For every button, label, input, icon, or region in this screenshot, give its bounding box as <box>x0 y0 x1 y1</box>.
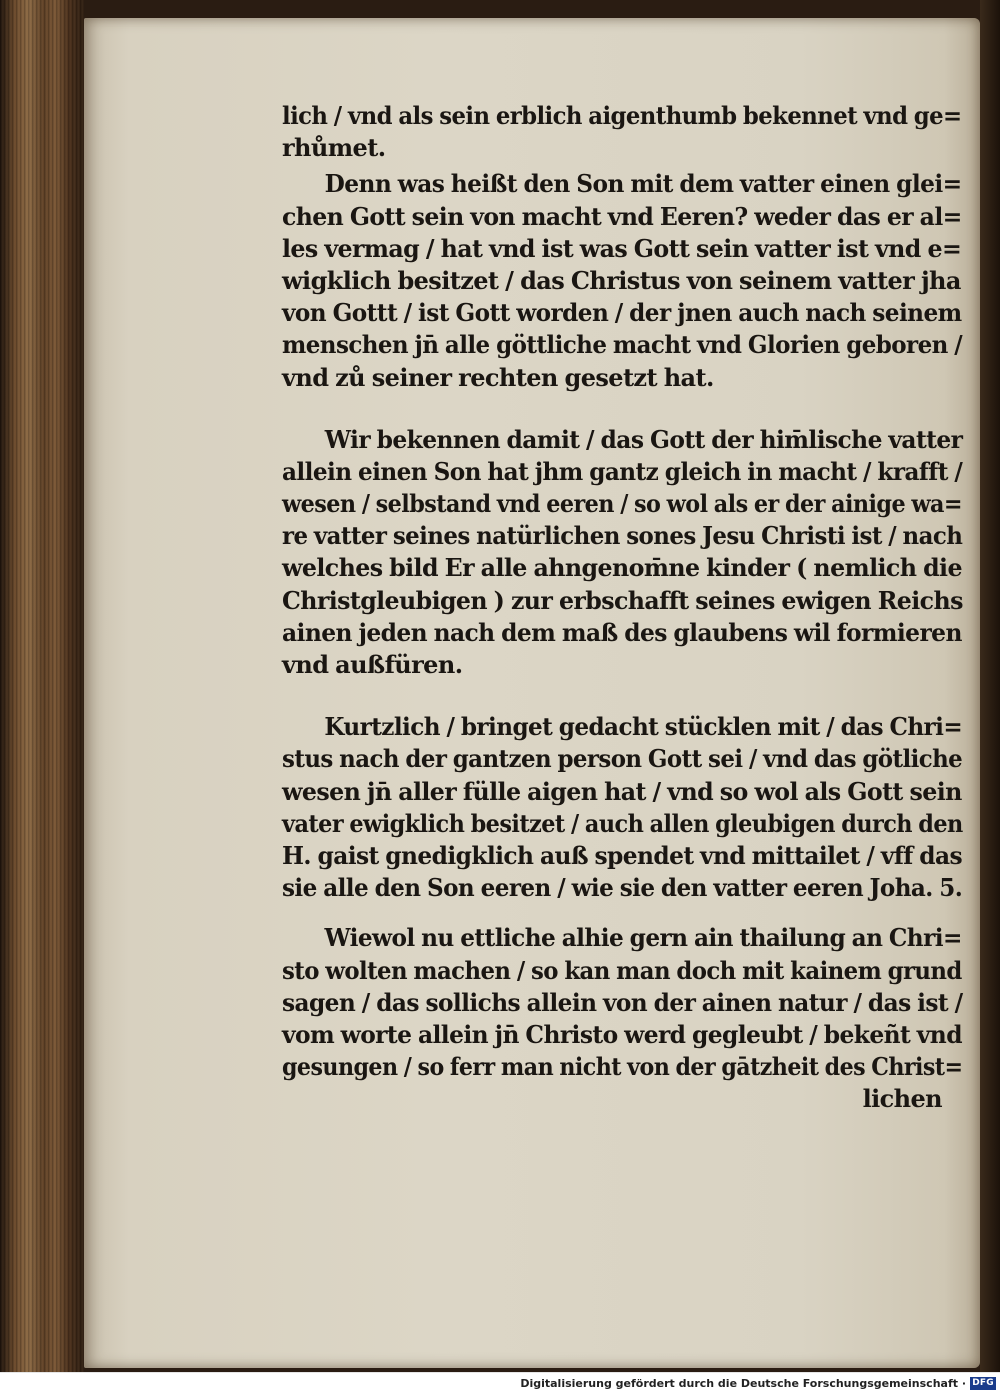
text-line: chen Gott sein von macht vnd Eeren? weder das er al= <box>282 201 962 231</box>
text-line: vnd außfüren. <box>282 650 463 679</box>
text-line: Wir bekennen damit / das Gott der him̄lische vatter <box>324 424 963 454</box>
text-line: vater ewigklich besitzet / auch allen gleubigen durch den <box>282 808 963 838</box>
text-line: Christgleubigen ) zur erbschafft seines ewigen Reichs <box>282 585 963 615</box>
text-line: ainen jeden nach dem maß des glaubens wil formieren <box>282 617 962 647</box>
paragraph-4 <box>282 711 962 904</box>
paragraph-gap <box>282 681 962 711</box>
footer-bar <box>0 1372 1000 1393</box>
text-line: sto wolten machen / so kan man doch mit kainem grund <box>282 955 962 985</box>
text-line: Wiewol nu ettliche alhie gern ain thailung an Chri= <box>324 923 962 953</box>
text-line: sie alle den Son eeren / wie sie den vatter eeren Joha. 5. <box>282 873 963 903</box>
paragraph-5 <box>282 922 962 1115</box>
paragraph-1 <box>282 100 962 164</box>
text-line: sagen / das sollichs allein von der ainen natur / das ist / <box>282 987 963 1017</box>
paragraph-gap <box>282 394 962 424</box>
text-line: wesen / selbstand vnd eeren / so wol als er der ainige wa= <box>282 489 963 519</box>
text-line: re vatter seines natürlichen sones Jesu Christi ist / nach <box>282 521 963 551</box>
dfg-logo: DFG <box>970 1377 996 1390</box>
text-line: vom worte allein jn̄ Christo werd gegleubt / bekeñt vnd <box>282 1019 962 1049</box>
paragraph-2 <box>282 168 962 393</box>
text-line: von Gottt / ist Gott worden / der jnen auch nach seinem <box>282 298 962 328</box>
text-line: gesungen / so ferr man nicht von der gātzheit des Christ= <box>282 1052 963 1082</box>
paragraph-gap <box>282 904 962 922</box>
text-line: menschen jn̄ alle göttliche macht vnd Glorien geboren / <box>282 330 963 360</box>
text-line: Denn was heißt den Son mit dem vatter einen glei= <box>324 169 962 199</box>
page-right-border <box>980 0 1000 1372</box>
text-line: H. gaist gnedigklich auß spendet vnd mittailet / vff das <box>282 840 963 870</box>
text-line: allein einen Son hat jhm gantz gleich in macht / krafft / <box>282 456 963 486</box>
paragraph-3 <box>282 424 962 682</box>
text-line: Kurtzlich / bringet gedacht stücklen mit / das Chri= <box>324 712 963 742</box>
book-spine-edge <box>0 0 84 1372</box>
text-line: rhůmet. <box>282 133 386 163</box>
text-line: stus nach der gantzen person Gott sei / vnd das götliche <box>282 744 963 774</box>
text-line: lich / vnd als sein erblich aigenthumb bekennet vnd ge= <box>282 101 962 130</box>
text-line: wigklich besitzet / das Christus von seinem vatter jha <box>282 265 961 295</box>
text-line: vnd zů seiner rechten gesetzt hat. <box>282 362 714 392</box>
text-line: welches bild Er alle ahngenom̄ne kinder ( nemlich die <box>282 553 962 583</box>
text-block <box>282 100 962 1115</box>
text-line: les vermag / hat vnd ist was Gott sein vatter ist vnd e= <box>282 233 962 263</box>
catchword: lichen <box>862 1084 942 1114</box>
funding-credit: Digitalisierung gefördert durch die Deutsche Forschungsgemeinschaft · <box>520 1377 966 1390</box>
text-line: wesen jn̄ aller fülle aigen hat / vnd so wol als Gott sein <box>282 776 962 806</box>
